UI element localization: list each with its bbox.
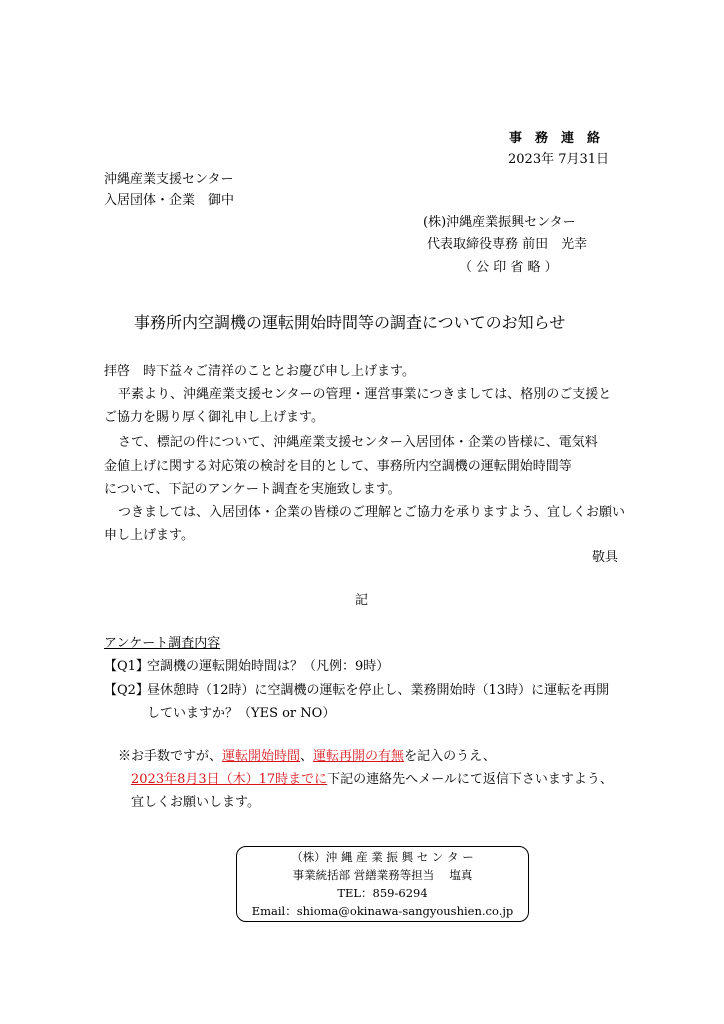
request-text: 下記の連絡先へメールにて返信下さいますよう、 bbox=[327, 772, 613, 787]
q2-label: 【Q2】 bbox=[104, 683, 149, 698]
highlight-restart: 運転再開の有無 bbox=[313, 749, 405, 764]
contact-box bbox=[236, 846, 529, 922]
paragraph-line: 申し上げます。 bbox=[104, 528, 194, 543]
paragraph-line: ご協力を賜り厚く御礼申し上げます。 bbox=[104, 410, 324, 425]
request-line2 bbox=[131, 768, 613, 787]
paragraph-line: つきましては、入居団体・企業の皆様のご理解とご協力を承りますよう、宜しくお願い bbox=[118, 505, 626, 520]
request-line1 bbox=[118, 745, 496, 764]
request-separator: 、 bbox=[300, 749, 314, 764]
paragraph-line: について、下記のアンケート調査を実施致します。 bbox=[104, 482, 401, 497]
seal-note: （ 公 印 省 略 ） bbox=[459, 260, 558, 275]
contact-org: （株）沖 縄 産 業 振 興 セ ン タ ー bbox=[291, 850, 474, 864]
recipient-line2: 入居団体・企業 御中 bbox=[104, 193, 235, 208]
doc-type: 事 務 連 絡 bbox=[509, 131, 601, 146]
ki-heading: 記 bbox=[355, 593, 369, 608]
survey-heading: アンケート調査内容 bbox=[104, 636, 221, 651]
highlight-start-time: 運転開始時間 bbox=[222, 749, 301, 764]
q2-text-line2: していますか？（YES or NO） bbox=[147, 706, 336, 721]
page-title: 事務所内空調機の運転開始時間等の調査についてのお知らせ bbox=[134, 313, 566, 332]
q1-text: 空調機の運転開始時間は？（凡例：9時） bbox=[147, 659, 390, 674]
contact-tel: TEL：859-6294 bbox=[337, 886, 428, 900]
greeting: 拝啓 時下益々ご清祥のこととお慶び申し上げます。 bbox=[104, 364, 415, 379]
recipient-line1: 沖縄産業支援センター bbox=[104, 172, 234, 187]
request-text: を記入のうえ、 bbox=[404, 749, 496, 764]
q2-text-line1: 昼休憩時（12時）に空調機の運転を停止し、業務開始時（13時）に運転を再開 bbox=[147, 683, 610, 698]
contact-dept: 事業統括部 営繕業務等担当 塩真 bbox=[292, 868, 473, 882]
paragraph-line: 金値上げに関する対応策の検討を目的として、事務所内空調機の運転開始時間等 bbox=[104, 459, 572, 474]
closing: 敬具 bbox=[592, 550, 619, 565]
contact-email: Email：shioma@okinawa-sangyoushien.co.jp bbox=[251, 904, 514, 918]
sender-title: 代表取締役専務 前田 光幸 bbox=[427, 237, 588, 252]
request-line3: 宜しくお願いします。 bbox=[131, 795, 260, 810]
q1-label: 【Q1】 bbox=[104, 659, 149, 674]
paragraph-line: さて、標記の件について、沖縄産業支援センター入居団体・企業の皆様に、電気料 bbox=[118, 435, 598, 450]
date: 2023年 7月31日 bbox=[508, 152, 610, 167]
sender-org: (株)沖縄産業振興センター bbox=[423, 215, 576, 230]
request-text: ※お手数ですが、 bbox=[118, 749, 223, 764]
deadline: 2023年8月3日（木）17時までに bbox=[131, 772, 328, 787]
paragraph-line: 平素より、沖縄産業支援センターの管理・運営事業につきましては、格別のご支援と bbox=[118, 387, 612, 402]
